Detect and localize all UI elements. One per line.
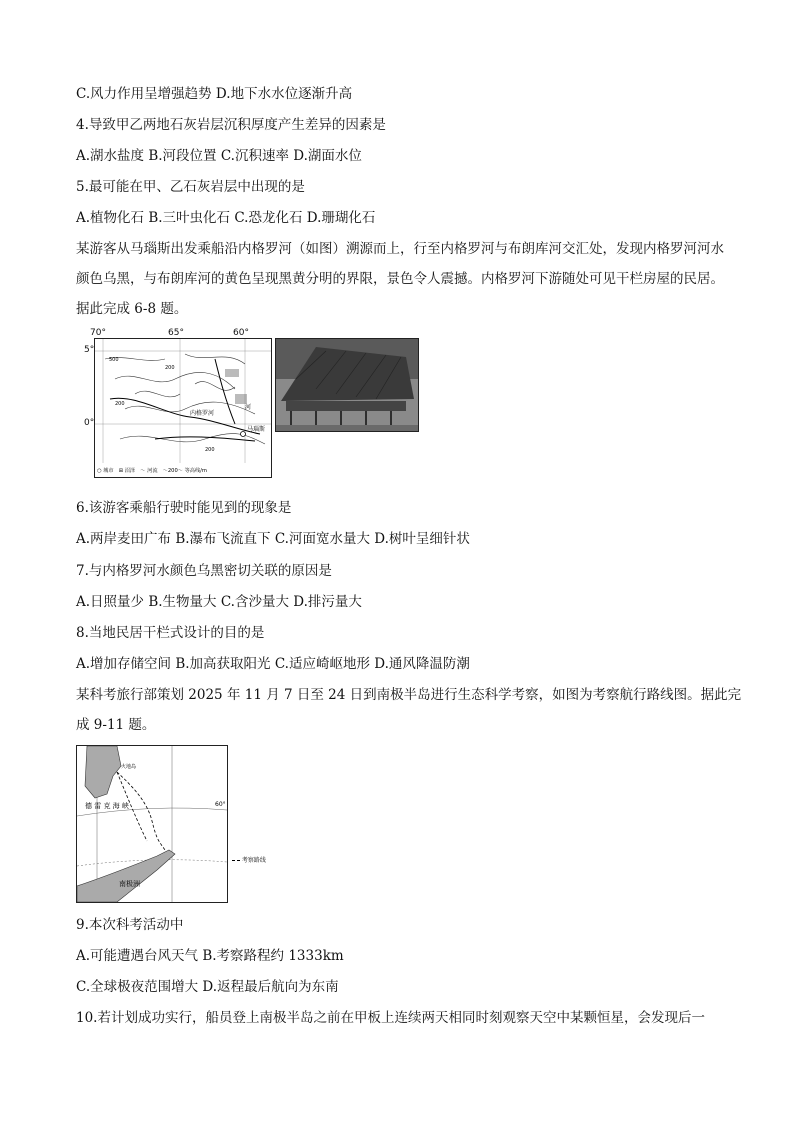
manaus-city-marker [241,432,246,437]
lon-label-65: 65° [168,328,184,338]
question-8-options: A.增加存储空间 B.加高获取阳光 C.适应崎岖地形 D.通风降温防潮 [76,656,470,672]
option-line-3cd: C.风力作用呈增强趋势 D.地下水水位逐渐升高 [76,86,353,102]
intro-6-8-line1: 某游客从马瑙斯出发乘船沿内格罗河（如图）溯源而上，行至内格罗河与布朗库河交汇处，发现内格罗河河水 [76,241,724,257]
question-5-options: A.植物化石 B.三叶虫化石 C.恐龙化石 D.珊瑚化石 [76,210,376,226]
question-8: 8.当地民居干栏式设计的目的是 [76,625,265,641]
antarctic-peninsula-landmass [77,850,175,902]
intro-6-8-line3: 据此完成 6-8 题。 [76,301,188,317]
map2-legend [232,855,266,864]
river-label-short: 河 [245,404,252,411]
lat-label-5: 5° [84,345,95,355]
lon-label-60: 60° [233,328,249,338]
intro-9-11-line2: 成 9-11 题。 [76,717,156,733]
question-7-options: A.日照量少 B.生物量大 C.含沙量大 D.排污量大 [76,594,362,610]
stilt-house-photo [275,338,419,432]
lon-label-70: 70° [90,328,106,338]
contour-label-500: 500 [109,357,119,363]
question-7: 7.与内格罗河水颜色乌黑密切关联的原因是 [76,563,332,579]
rio-negro-map [94,338,272,478]
question-10: 10.若计划成功实行，船员登上南极半岛之前在甲板上连续两天相同时刻观察天空中某颗恒星，会发现后一 [76,1010,705,1026]
continent-label: 南极洲 [119,880,140,888]
map1-legend: ○ 城市 ⊞ 沼泽 ～ 河流 ～200～ 等高线/m [97,468,207,474]
intro-6-8-line2: 颜色乌黑，与布朗库河的黄色呈现黑黄分明的界限，景色令人震撼。内格罗河下游随处可见干栏房屋的民居。 [76,271,724,287]
expedition-route [117,772,165,850]
question-9-options-cd: C.全球极夜范围增大 D.返程最后航向为东南 [76,979,339,995]
route-legend-swatch [232,860,240,861]
question-5: 5.最可能在甲、乙石灰岩层中出现的是 [76,179,305,195]
port-label: 火地岛 [121,764,137,770]
question-4: 4.导致甲乙两地石灰岩层沉积厚度产生差异的因素是 [76,117,386,133]
question-4-options: A.湖水盐度 B.河段位置 C.沉积速率 D.湖面水位 [76,148,362,164]
question-6: 6.该游客乘船行驶时能见到的现象是 [76,500,292,516]
river-label: 内格罗河 [190,410,215,417]
route-legend-label: 考察路线 [241,857,266,864]
drake-passage-map [76,745,228,903]
lat-label-60: 60° [215,801,226,808]
city-label: 马瑙斯 [247,426,266,433]
map1-top-labels [90,328,280,340]
strait-label: 德 雷 克 海 峡 [85,802,129,810]
contour-label-200c: 200 [205,447,215,453]
intro-9-11-line1: 某科考旅行部策划 2025 年 11 月 7 日至 24 日到南极半岛进行生态科学考察，如图为考察航行路线图。据此完 [76,687,742,703]
lat-label-0: 0° [84,418,95,428]
contour-label-200a: 200 [115,401,125,407]
question-9-options-ab: A.可能遭遇台风天气 B.考察路程约 1333km [76,948,344,964]
question-9: 9.本次科考活动中 [76,917,184,933]
south-america-landmass [85,746,121,798]
question-6-options: A.两岸麦田广布 B.瀑布飞流直下 C.河面宽水量大 D.树叶呈细针状 [76,531,470,547]
contour-label-200b: 200 [165,365,175,371]
